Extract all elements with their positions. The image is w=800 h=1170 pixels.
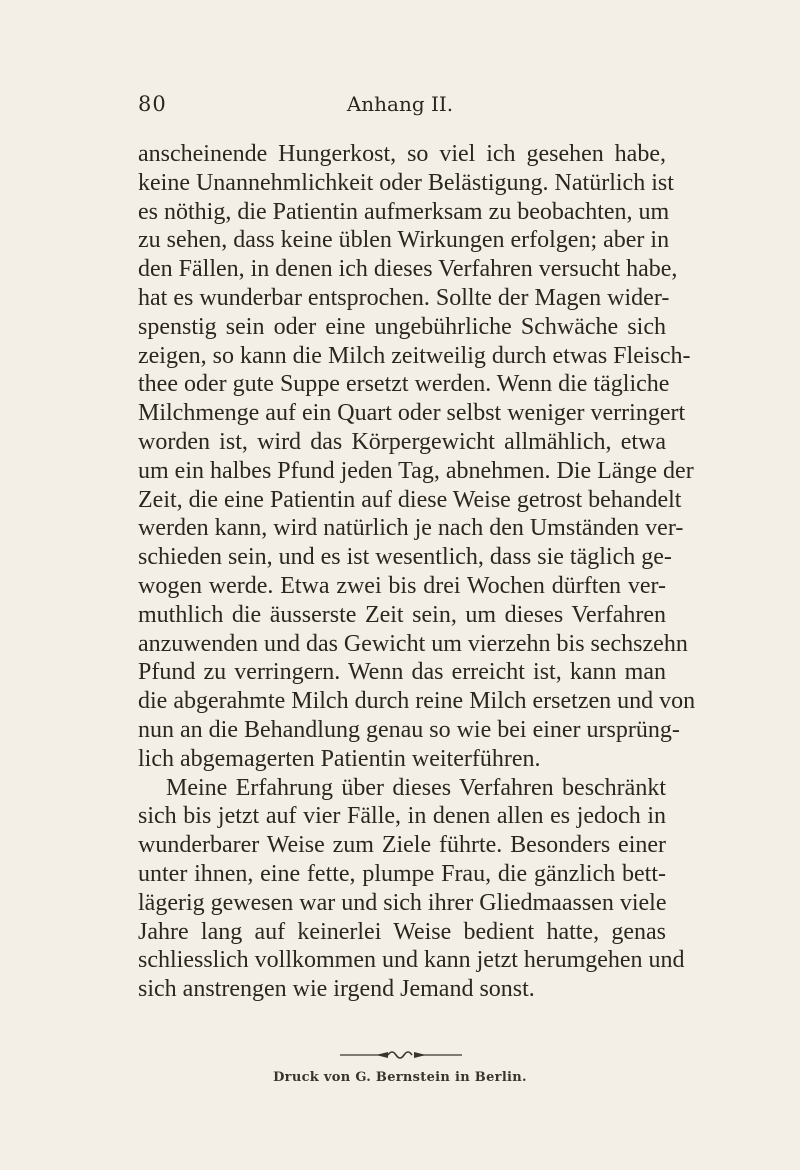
decorative-rule-ornament bbox=[340, 1049, 462, 1061]
text-line: keine Unannehmlichkeit oder Belästigung. Natürlich ist bbox=[138, 169, 674, 196]
paragraph-end-line: sich anstrengen wie irgend Jemand sonst. bbox=[138, 976, 535, 1003]
text-line: den Fällen, in denen ich dieses Verfahren versucht habe, bbox=[138, 256, 678, 283]
paragraph-start-line: Meine Erfahrung über dieses Verfahren beschränkt bbox=[166, 774, 666, 801]
text-line: zeigen, so kann die Milch zeitweilig durch etwas Fleisch- bbox=[138, 342, 691, 369]
text-line: schliesslich vollkommen und kann jetzt herumgehen und bbox=[138, 947, 685, 974]
text-line: wunderbarer Weise zum Ziele führte. Besonders einer bbox=[138, 832, 666, 859]
text-line: die abgerahmte Milch durch reine Milch ersetzen und von bbox=[138, 688, 696, 715]
text-line: lägerig gewesen war und sich ihrer Gliedmaassen viele bbox=[138, 889, 667, 916]
text-line: unter ihnen, eine fette, plumpe Frau, die gänzlich bett- bbox=[138, 860, 666, 887]
text-line: Pfund zu verringern. Wenn das erreicht ist, kann man bbox=[138, 659, 666, 686]
text-line: schieden sein, und es ist wesentlich, dass sie täglich ge- bbox=[138, 544, 672, 571]
printer-imprint: Druck von G. Bernstein in Berlin. bbox=[273, 1070, 527, 1085]
text-line: werden kann, wird natürlich je nach den Umständen ver- bbox=[138, 515, 684, 542]
text-line: anzuwenden und das Gewicht um vierzehn bis sechszehn bbox=[138, 630, 688, 657]
text-line: muthlich die äusserste Zeit sein, um dieses Verfahren bbox=[138, 601, 666, 628]
body-text bbox=[138, 140, 696, 1004]
text-line: spenstig sein oder eine ungebührliche Schwäche sich bbox=[138, 313, 666, 340]
text-line: um ein halbes Pfund jeden Tag, abnehmen. Die Länge der bbox=[138, 457, 694, 484]
text-line: thee oder gute Suppe ersetzt werden. Wenn die tägliche bbox=[138, 371, 670, 398]
text-line: Zeit, die eine Patientin auf diese Weise getrost behandelt bbox=[138, 486, 682, 513]
text-line: wogen werde. Etwa zwei bis drei Wochen dürften ver- bbox=[138, 572, 666, 599]
text-line: sich bis jetzt auf vier Fälle, in denen allen es jedoch in bbox=[138, 803, 666, 830]
text-line: es nöthig, die Patientin aufmerksam zu beobachten, um bbox=[138, 198, 670, 225]
text-line: Jahre lang auf keinerlei Weise bedient hatte, genas bbox=[138, 918, 666, 945]
page-number: 80 bbox=[138, 92, 167, 116]
running-head: Anhang II. bbox=[346, 92, 454, 116]
text-line: worden ist, wird das Körpergewicht allmählich, etwa bbox=[138, 428, 666, 455]
text-line: hat es wunderbar entsprochen. Sollte der Magen wider- bbox=[138, 284, 670, 311]
text-line: nun an die Behandlung genau so wie bei einer ursprüng- bbox=[138, 716, 680, 743]
text-line: zu sehen, dass keine üblen Wirkungen erfolgen; aber in bbox=[138, 227, 670, 254]
page-header bbox=[0, 92, 800, 122]
text-line: Milchmenge auf ein Quart oder selbst weniger verringert bbox=[138, 400, 686, 427]
paragraph-end-line: lich abgemagerten Patientin weiterführen. bbox=[138, 745, 541, 772]
text-line: anscheinende Hungerkost, so viel ich gesehen habe, bbox=[138, 141, 666, 167]
